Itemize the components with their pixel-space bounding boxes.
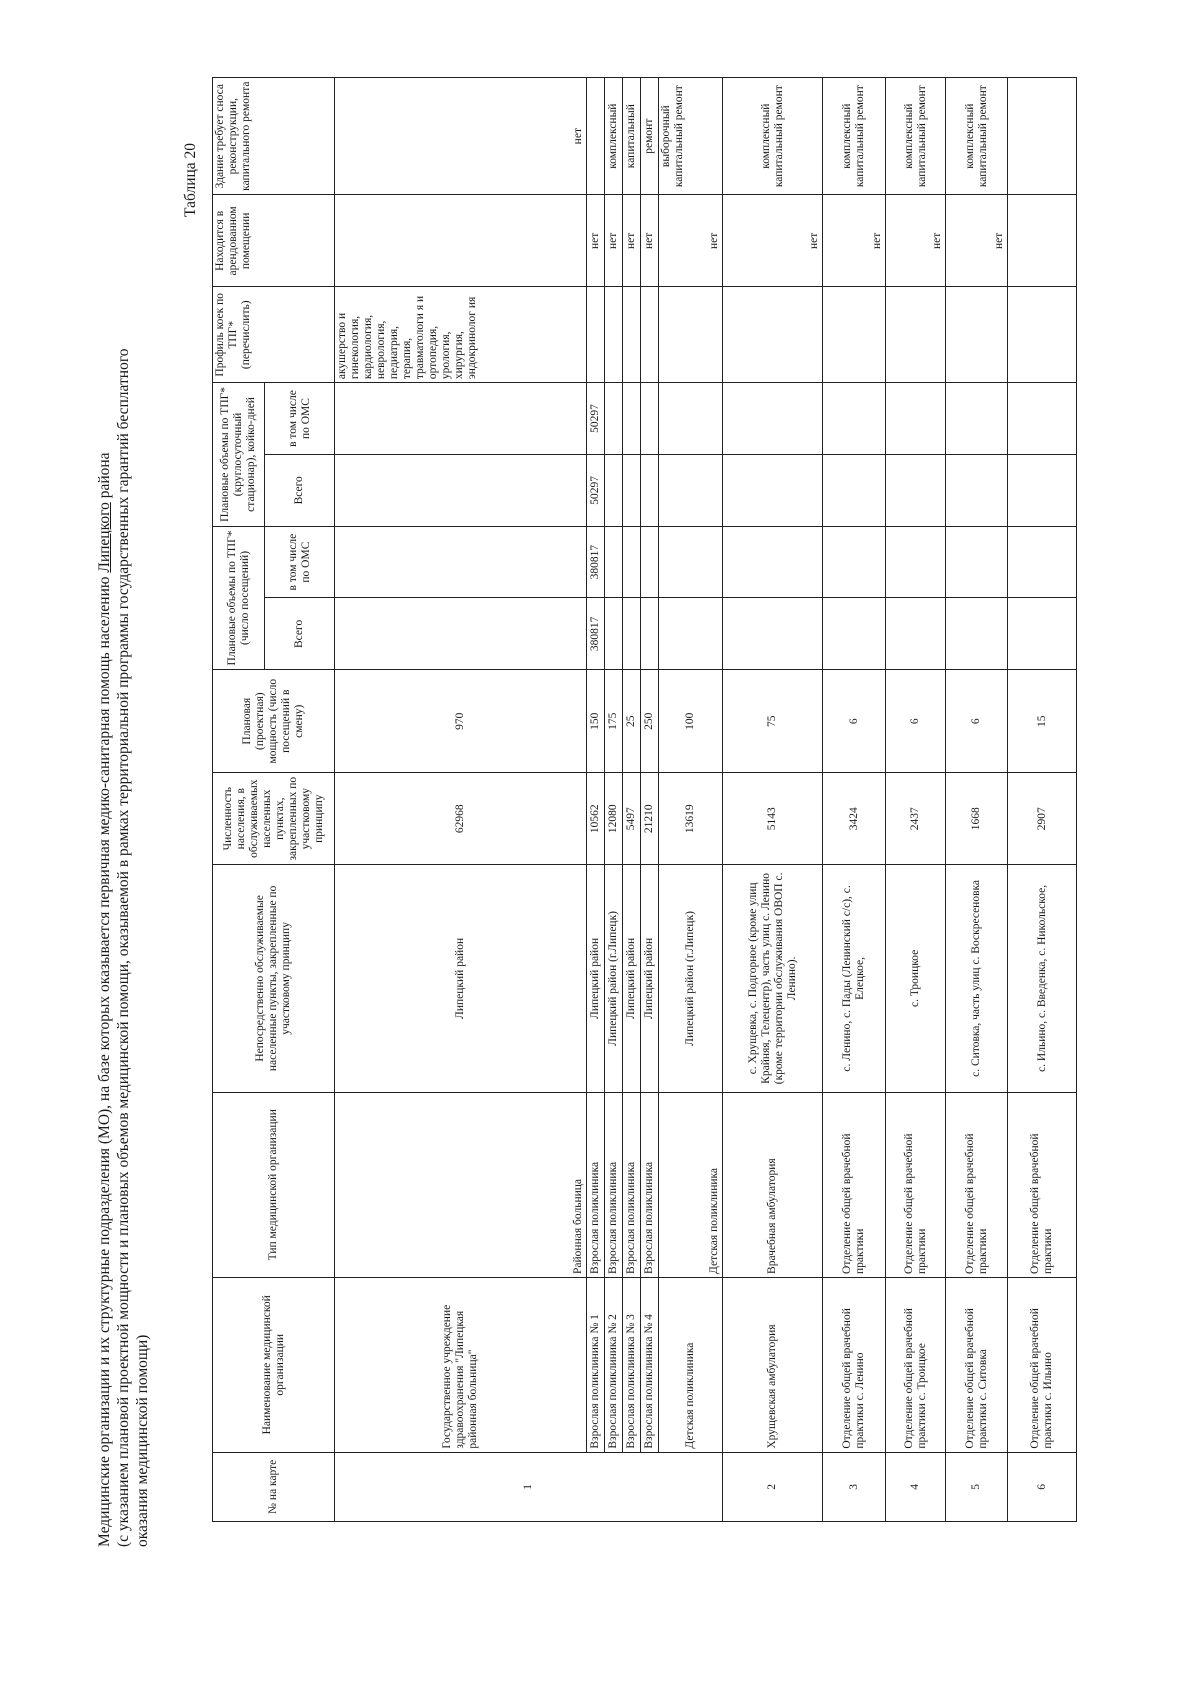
header-type: Тип медицинской организации bbox=[213, 1092, 335, 1277]
header-capacity: Плановая (проектная) мощность (число посещений в смену) bbox=[213, 670, 335, 773]
header-row-1 bbox=[213, 78, 265, 1522]
document-title bbox=[95, 97, 152, 1547]
header-visits-total: Всего bbox=[265, 598, 335, 670]
table-row: Взрослая поликлиника № 1 Взрослая поликлиника Липецкий район 10562 150 380817 380817 50297 50297 нет bbox=[587, 78, 605, 1522]
district-name: Липецкого bbox=[96, 502, 113, 573]
table-row: Взрослая поликлиника № 2 Взрослая поликлиника Липецкий район (г.Липецк) 12080 175 нет комплексный bbox=[605, 78, 623, 1522]
table-row: Детская поликлиника Детская поликлиника Липецкий район (г.Липецк) 13619 100 нет выборочный капитальный ремонт bbox=[659, 78, 723, 1522]
title-line-2: (с указанием плановой проектной мощности и плановых объемов медицинской помощи, оказываемой в рамках территориальной программы государственных гарантий бесплатного bbox=[115, 348, 132, 1547]
table-row: 3 Отделение общей врачебной практики с. Ленино Отделение общей врачебной практики с. Ленино, с. Пады (Ленинский с/с), с. Елецкое, 3424 6 нет комплексный капитальный ремонт bbox=[823, 78, 886, 1522]
header-profile: Профиль коек по ТПГ* (перечислить) bbox=[213, 287, 335, 383]
header-bed-group: Плановые объемы по ТПГ* (круглосуточный стационар), койко-дней bbox=[213, 383, 265, 527]
header-bed-oms: в том числе по ОМС bbox=[265, 383, 335, 455]
table-row: Взрослая поликлиника № 4 Взрослая поликлиника Липецкий район 21210 250 нет ремонт bbox=[641, 78, 659, 1522]
table-row: 6 Отделение общей врачебной практики с. Ильино Отделение общей врачебной практики с. Ильино, с. Введенка, с. Никольское, 2907 15 bbox=[1008, 78, 1077, 1522]
table-label: Таблица 20 bbox=[182, 142, 199, 217]
header-repair: Здание требует сноса реконструкции, капитального ремонта bbox=[213, 78, 335, 195]
header-num: № на карте bbox=[213, 1452, 335, 1521]
header-bed-total: Всего bbox=[265, 454, 335, 526]
table-row: Взрослая поликлиника № 3 Взрослая поликлиника Липецкий район 5497 25 нет капитальный bbox=[623, 78, 641, 1522]
header-visits-group: Плановые объемы по ТПГ* (число посещений) bbox=[213, 526, 265, 670]
table-row: 5 Отделение общей врачебной практики с. Ситовка Отделение общей врачебной практики с. Ситовка, часть улиц с. Воскресеновка 1668 6 нет комплексный капитальный ремонт bbox=[946, 78, 1008, 1522]
bed-profile: акушерство и гинекология, кардиология, неврология, педиатрия, терапия, травматологи я и ортопедия, урология, хирургия, эндокринолог ия bbox=[335, 287, 587, 383]
title-line-1: Медицинские организации и их структурные подразделения (МО), на базе которых оказывается первичная медико-санитарная помощь населению Липецкого района bbox=[96, 452, 113, 1547]
table-row: 1 Государственное учреждение здравоохранения "Липецкая районная больница" Районная больница Липецкий район 62968 970 акушерство и гинекология, кардиология, неврология, педиатрия, терапия, травматологи я и ортопедия, урология, хирургия, эндокринолог ия нет bbox=[335, 78, 587, 1522]
header-settlements: Непосредственно обслуживаемые населенные пункты, закрепленные по участковому принципу bbox=[213, 865, 335, 1092]
table-row: 4 Отделение общей врачебной практики с. Троицкое Отделение общей врачебной практики с. Троицкое 2437 6 нет комплексный капитальный ремонт bbox=[886, 78, 946, 1522]
table-row: 2 Хрущевская амбулатория Врачебная амбулатория с. Хрущевка, с. Подгорное (кроме улиц Крайняя, Телецентр), часть улиц с. Ленино (кроме территории обслуживания ОВОП с. Ленино). 5143 75 нет комплексный капитальный ремонт bbox=[723, 78, 823, 1522]
facilities-table bbox=[212, 77, 1077, 1522]
title-line-3: оказания медицинской помощи) bbox=[134, 1334, 151, 1547]
header-name: Наименование медицинской организации bbox=[213, 1277, 335, 1452]
header-population: Численность населения, в обслуживаемых населенных пунктах, закрепленных по участковому принципу bbox=[213, 773, 335, 865]
header-rented: Находится в арендованном помещении bbox=[213, 195, 335, 287]
header-visits-oms: в том числе по ОМС bbox=[265, 526, 335, 598]
